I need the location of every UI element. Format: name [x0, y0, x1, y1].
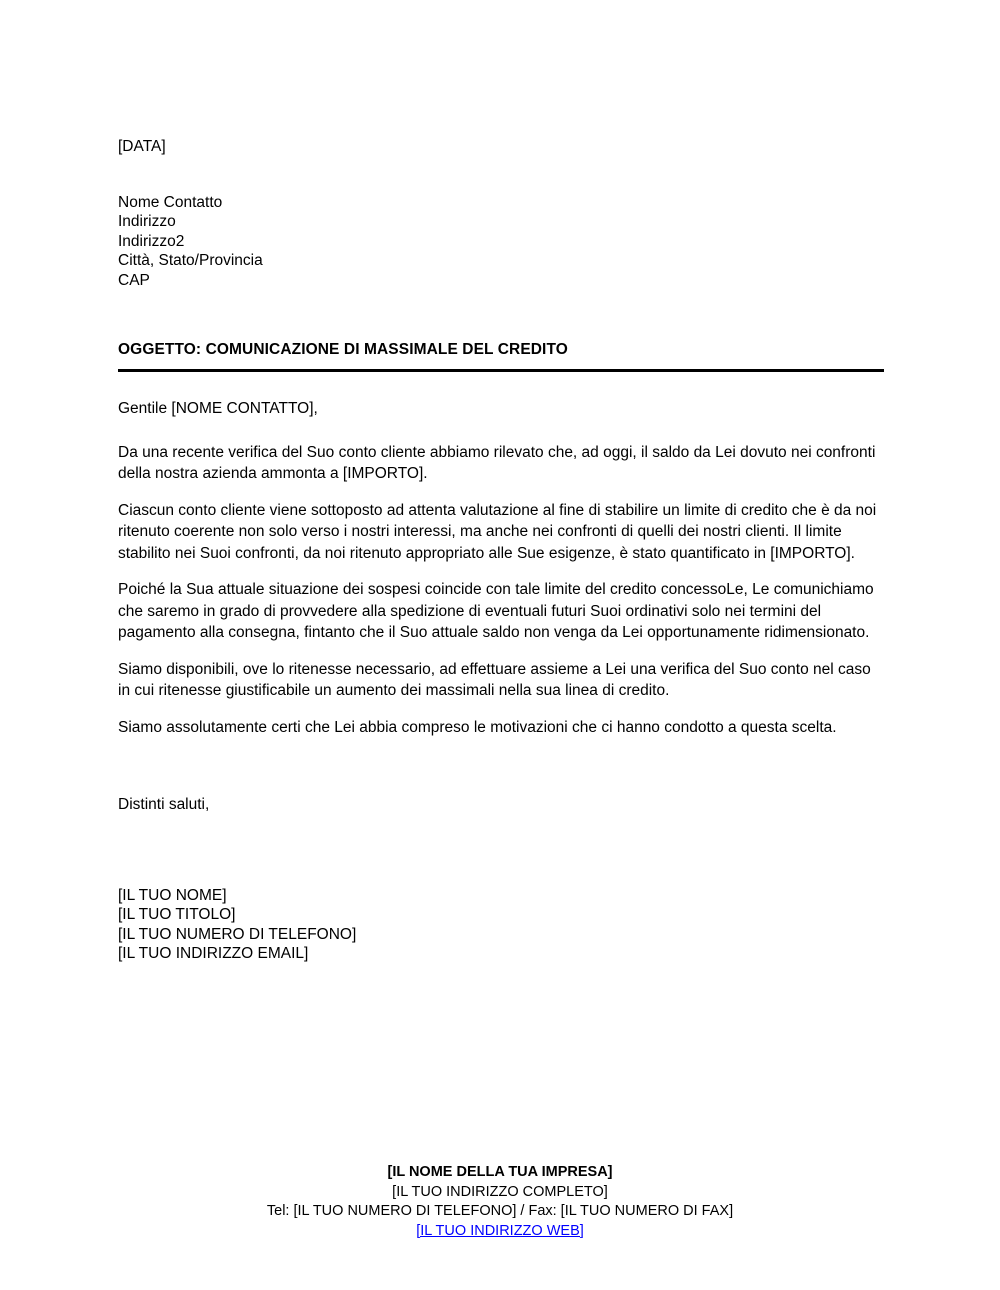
footer-contact: Tel: [IL TUO NUMERO DI TELEFONO] / Fax: [IL TUO NUMERO DI FAX] [266, 1203, 734, 1219]
subject-divider-rule [118, 369, 884, 372]
closing-salutation: Distinti saluti, [118, 796, 210, 813]
signature-phone: [IL TUO NUMERO DI TELEFONO] [118, 925, 357, 943]
page-footer [0, 1163, 1000, 1241]
recipient-address-block [118, 193, 263, 290]
letter-body [118, 398, 884, 738]
recipient-address-line-2: Indirizzo2 [118, 232, 185, 250]
recipient-name: Nome Contatto [118, 194, 223, 211]
body-paragraph-4: Siamo disponibili, ove lo ritenesse necessario, ad effettuare assieme a Lei una verifica del Suo conto nel caso in cui ritenesse giustificabile un aumento dei massimali nella sua linea di credito. [118, 660, 871, 699]
subject-line: OGGETTO: COMUNICAZIONE DI MASSIMALE DEL CREDITO [118, 341, 568, 358]
body-paragraph-1: Da una recente verifica del Suo conto cliente abbiamo rilevato che, ad oggi, il saldo da Lei dovuto nei confronti della nostra azienda ammonta a [IMPORTO]. [118, 443, 876, 482]
recipient-postal-code: CAP [118, 271, 150, 289]
signature-email: [IL TUO INDIRIZZO EMAIL] [118, 945, 309, 963]
signature-block [118, 886, 356, 964]
body-paragraph-5: Siamo assolutamente certi che Lei abbia compreso le motivazioni che ci hanno condotto a questa scelta. [118, 718, 837, 736]
recipient-address-line-1: Indirizzo [118, 213, 176, 231]
signature-name: [IL TUO NOME] [118, 887, 227, 904]
date-field: [DATA] [118, 138, 166, 155]
body-paragraph-2: Ciascun conto cliente viene sottoposto ad attenta valutazione al fine di stabilire un limite di credito che è da noi ritenuto coerente non solo verso i nostri interessi, ma anche nei confronti di quelli dei nostri clienti. Il limite stabilito nei Suoi confronti, da noi ritenuto appropriato alle Sue esigenze, è stato quantificato in [IMPORTO]. [118, 501, 877, 562]
salutation: Gentile [NOME CONTATTO], [118, 400, 318, 417]
signature-title: [IL TUO TITOLO] [118, 906, 236, 924]
body-paragraph-3: Poiché la Sua attuale situazione dei sospesi coincide con tale limite del credito concessoLe, Le comunichiamo che saremo in grado di provvedere alla spedizione di eventuali futuri Suoi ordinativi solo nei termini del pagamento alla consegna, fintanto che il Suo attuale saldo non venga da Lei opportunamente ridimensionato. [118, 581, 874, 641]
footer-company-name: [IL NOME DELLA TUA IMPRESA] [387, 1164, 613, 1180]
footer-website-link[interactable]: [IL TUO INDIRIZZO WEB] [416, 1222, 584, 1239]
footer-address: [IL TUO INDIRIZZO COMPLETO] [392, 1183, 608, 1200]
recipient-city-state: Città, Stato/Provincia [118, 252, 263, 270]
